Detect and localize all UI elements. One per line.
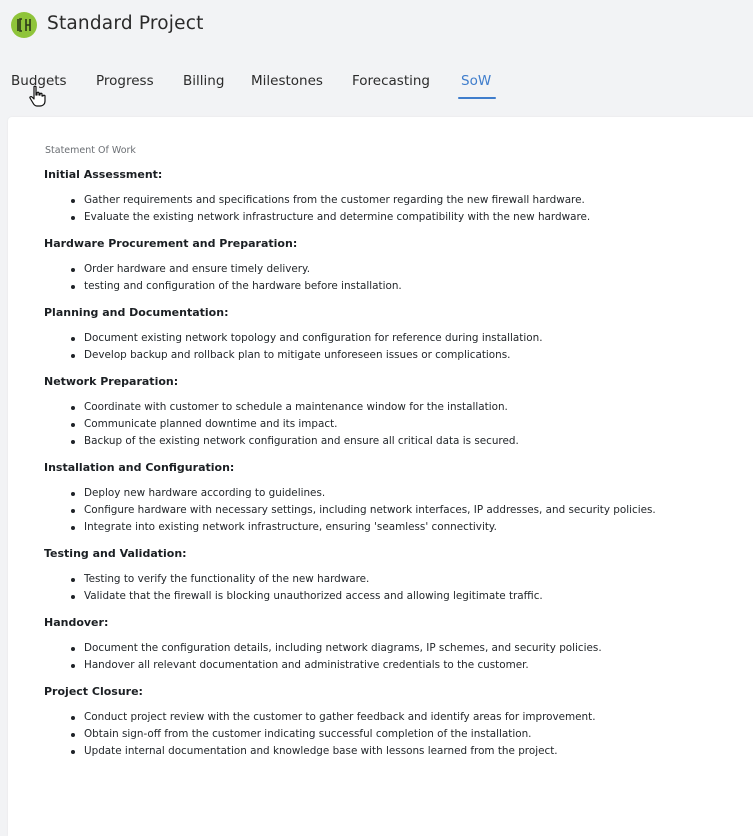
section-item-list [44, 571, 744, 605]
list-item: Obtain sign-off from the customer indicating successful completion of the installation. [44, 726, 744, 743]
list-item: Backup of the existing network configuration and ensure all critical data is secured. [44, 433, 744, 450]
logo-glyph [16, 18, 32, 32]
list-item: Document the configuration details, including network diagrams, IP schemes, and security policies. [44, 640, 744, 657]
section-title: Project Closure: [44, 685, 143, 698]
section-title: Initial Assessment: [44, 168, 163, 181]
section-title: Installation and Configuration: [44, 461, 235, 474]
section-item-list [44, 192, 744, 226]
project-logo-icon [11, 12, 37, 38]
list-item: Testing to verify the functionality of the new hardware. [44, 571, 744, 588]
project-tabs [0, 66, 753, 100]
sow-panel [8, 117, 753, 836]
app-header [0, 0, 753, 52]
list-item: Communicate planned downtime and its impact. [44, 416, 744, 433]
tab-billing[interactable]: Billing [183, 73, 225, 89]
sow-label: Statement Of Work [45, 145, 136, 156]
section-title: Hardware Procurement and Preparation: [44, 237, 298, 250]
section-title: Network Preparation: [44, 375, 179, 388]
section-item-list [44, 330, 744, 364]
section-title: Testing and Validation: [44, 547, 187, 560]
sow-sections [44, 168, 744, 760]
hand-cursor-icon [28, 85, 48, 107]
tab-milestones[interactable]: Milestones [251, 73, 323, 89]
section-title: Planning and Documentation: [44, 306, 229, 319]
section-item-list [44, 485, 744, 536]
list-item: Configure hardware with necessary settings, including network interfaces, IP addresses, and security policies. [44, 502, 744, 519]
list-item: Coordinate with customer to schedule a maintenance window for the installation. [44, 399, 744, 416]
project-title: Standard Project [47, 13, 204, 34]
list-item: Conduct project review with the customer to gather feedback and identify areas for improvement. [44, 709, 744, 726]
section-item-list [44, 640, 744, 674]
list-item: Gather requirements and specifications from the customer regarding the new firewall hardware. [44, 192, 744, 209]
list-item: Deploy new hardware according to guidelines. [44, 485, 744, 502]
list-item: Document existing network topology and configuration for reference during installation. [44, 330, 744, 347]
tab-progress[interactable]: Progress [96, 73, 154, 89]
tab-sow[interactable]: SoW [461, 73, 492, 89]
sow-content [44, 144, 744, 771]
list-item: Order hardware and ensure timely delivery. [44, 261, 744, 278]
section-title: Handover: [44, 616, 109, 629]
tab-budgets[interactable]: Budgets [11, 73, 67, 89]
tab-forecasting[interactable]: Forecasting [352, 73, 431, 89]
section-item-list [44, 399, 744, 450]
section-item-list [44, 709, 744, 760]
active-tab-indicator [458, 97, 496, 99]
list-item: Evaluate the existing network infrastructure and determine compatibility with the new hardware. [44, 209, 744, 226]
list-item: Handover all relevant documentation and administrative credentials to the customer. [44, 657, 744, 674]
list-item: Develop backup and rollback plan to mitigate unforeseen issues or complications. [44, 347, 744, 364]
list-item: testing and configuration of the hardware before installation. [44, 278, 744, 295]
list-item: Integrate into existing network infrastructure, ensuring 'seamless' connectivity. [44, 519, 744, 536]
section-item-list [44, 261, 744, 295]
list-item: Validate that the firewall is blocking unauthorized access and allowing legitimate traffic. [44, 588, 744, 605]
list-item: Update internal documentation and knowledge base with lessons learned from the project. [44, 743, 744, 760]
